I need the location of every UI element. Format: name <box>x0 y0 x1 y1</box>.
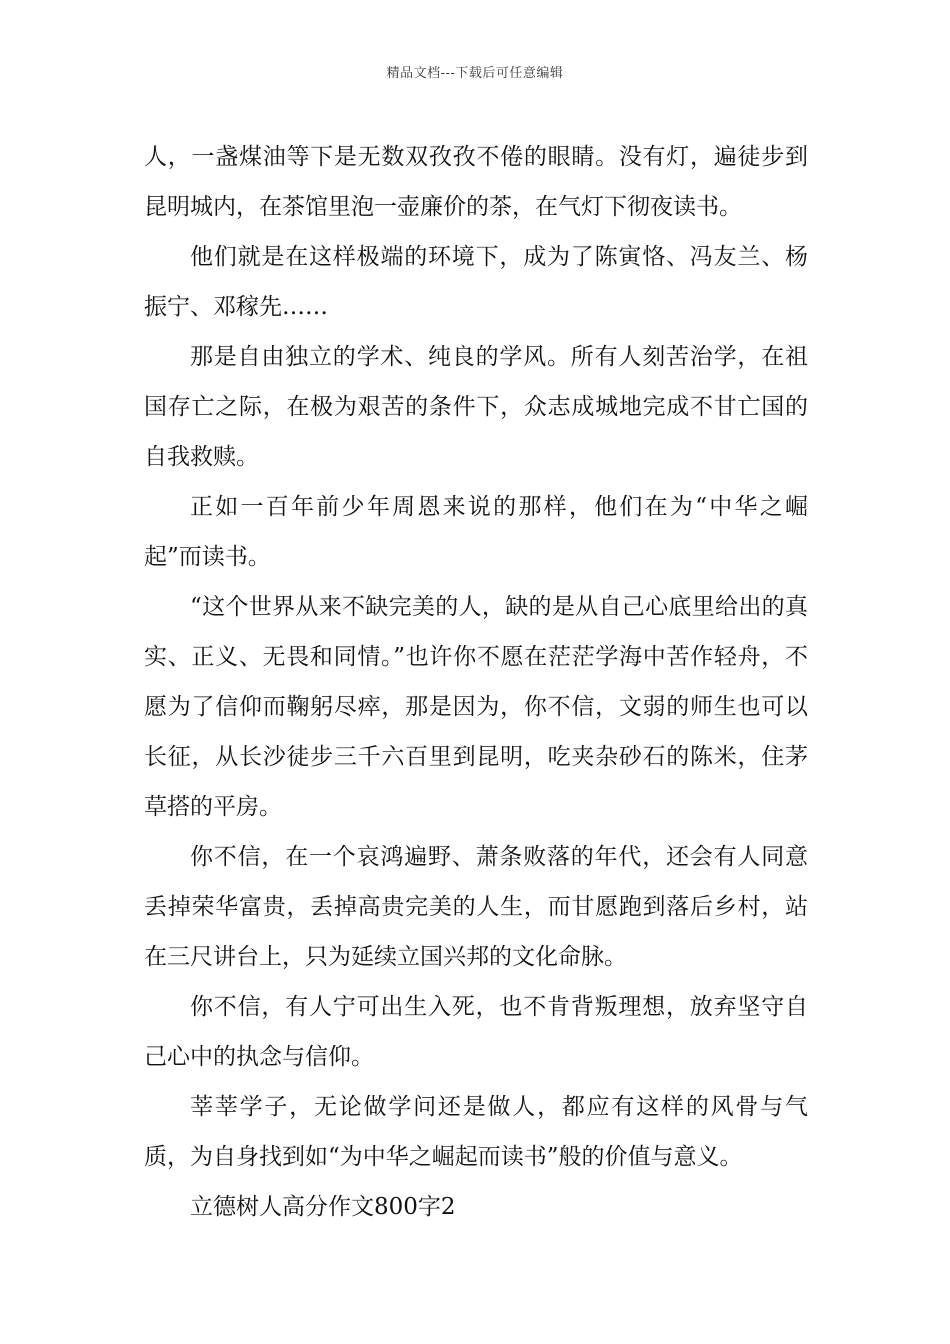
paragraph: 那是自由独立的学术、纯良的学风。所有人刻苦治学，在祖国存亡之际，在极为艰苦的条件下，众志成城地完成不甘亡国的自我救赎。 <box>144 344 808 470</box>
document-body <box>144 132 808 1232</box>
paragraph: 他们就是在这样极端的环境下，成为了陈寅恪、冯友兰、杨振宁、邓稼先…… <box>144 244 808 320</box>
section-title: 立德树人高分作文800字2 <box>190 1194 456 1220</box>
paragraph: 你不信，有人宁可出生入死，也不肯背叛理想，放弃坚守自己心中的执念与信仰。 <box>144 994 808 1070</box>
paragraph: 你不信，在一个哀鸿遍野、萧条败落的年代，还会有人同意丢掉荣华富贵，丢掉高贵完美的人生，而甘愿跑到落后乡村，站在三尺讲台上，只为延续立国兴邦的文化命脉。 <box>144 844 808 970</box>
paragraph: 正如一百年前少年周恩来说的那样，他们在为“中华之崛起”而读书。 <box>144 494 808 570</box>
paragraph-continuation: 人，一盏煤油等下是无数双孜孜不倦的眼睛。没有灯，遍徒步到昆明城内，在茶馆里泡一壶廉价的茶，在气灯下彻夜读书。 <box>144 144 808 220</box>
paragraph-quote: “这个世界从来不缺完美的人，缺的是从自己心底里给出的真实、正义、无畏和同情。”也许你不愿在茫茫学海中苦作轻舟，不愿为了信仰而鞠躬尽瘁，那是因为，你不信，文弱的师生也可以长征，从长沙徒步三千六百里到昆明，吃夹杂砂石的陈米，住茅草搭的平房。 <box>144 594 808 820</box>
paragraph: 莘莘学子，无论做学问还是做人，都应有这样的风骨与气质，为自身找到如“为中华之崛起而读书”般的价值与意义。 <box>144 1094 808 1170</box>
page-header: 精品文档---下载后可任意编辑 <box>386 66 564 81</box>
